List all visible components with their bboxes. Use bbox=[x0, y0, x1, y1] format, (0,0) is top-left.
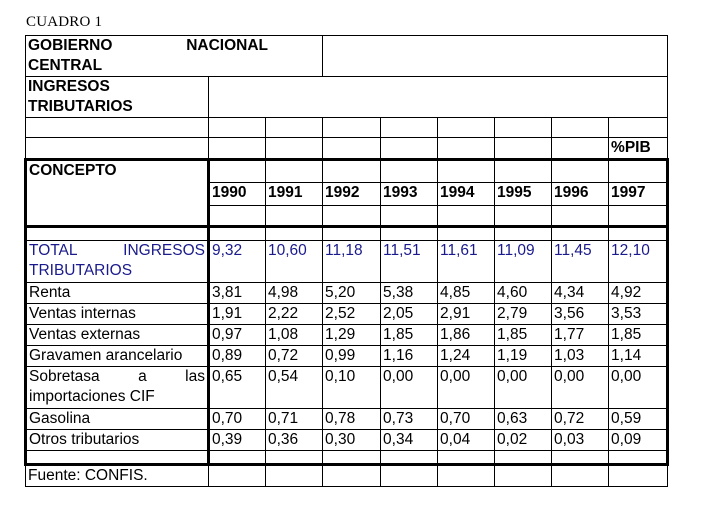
row-value: 2,79 bbox=[495, 304, 552, 325]
row-value: 0,70 bbox=[209, 409, 266, 430]
table-caption: CUADRO 1 bbox=[26, 14, 103, 30]
row-label: Gravamen arancelario bbox=[26, 346, 209, 367]
row-value: 0,39 bbox=[209, 430, 266, 451]
sobretasa-value: 0,00 bbox=[552, 367, 609, 409]
row-value: 1,77 bbox=[552, 325, 609, 346]
row-value: 0,03 bbox=[552, 430, 609, 451]
row-value: 4,85 bbox=[438, 283, 495, 304]
row-value: 0,78 bbox=[323, 409, 381, 430]
total-value: 12,10 bbox=[609, 241, 668, 283]
row-value: 5,20 bbox=[323, 283, 381, 304]
row-value: 0,99 bbox=[323, 346, 381, 367]
row-value: 4,60 bbox=[495, 283, 552, 304]
row-value: 1,19 bbox=[495, 346, 552, 367]
year-header: 1995 bbox=[495, 183, 552, 206]
row-value: 3,53 bbox=[609, 304, 668, 325]
total-value: 11,18 bbox=[323, 241, 381, 283]
year-header: 1993 bbox=[381, 183, 438, 206]
sobretasa-value: 0,00 bbox=[609, 367, 668, 409]
year-header: 1996 bbox=[552, 183, 609, 206]
row-label: Ventas internas bbox=[26, 304, 209, 325]
total-value: 10,60 bbox=[266, 241, 323, 283]
header-government: GOBIERNO NACIONAL CENTRAL bbox=[26, 36, 323, 77]
year-header: 1990 bbox=[209, 183, 266, 206]
row-value: 0,04 bbox=[438, 430, 495, 451]
table-row bbox=[26, 283, 668, 304]
table-row bbox=[26, 409, 668, 430]
row-value: 0,73 bbox=[381, 409, 438, 430]
row-value: 5,38 bbox=[381, 283, 438, 304]
sobretasa-label: Sobretasa a las importaciones CIF bbox=[26, 367, 209, 409]
row-value: 0,36 bbox=[266, 430, 323, 451]
year-header: 1997 bbox=[609, 183, 668, 206]
row-value: 1,14 bbox=[609, 346, 668, 367]
row-value: 2,22 bbox=[266, 304, 323, 325]
row-value: 1,29 bbox=[323, 325, 381, 346]
row-value: 1,85 bbox=[495, 325, 552, 346]
sobretasa-value: 0,54 bbox=[266, 367, 323, 409]
table-row bbox=[26, 430, 668, 451]
row-value: 0,59 bbox=[609, 409, 668, 430]
sobretasa-value: 0,65 bbox=[209, 367, 266, 409]
year-header: 1994 bbox=[438, 183, 495, 206]
row-label: Ventas externas bbox=[26, 325, 209, 346]
row-value: 0,30 bbox=[323, 430, 381, 451]
table-row bbox=[26, 346, 668, 367]
sobretasa-value: 0,10 bbox=[323, 367, 381, 409]
row-value: 0,63 bbox=[495, 409, 552, 430]
row-value: 0,02 bbox=[495, 430, 552, 451]
row-value: 0,89 bbox=[209, 346, 266, 367]
row-value: 4,34 bbox=[552, 283, 609, 304]
total-value: 11,51 bbox=[381, 241, 438, 283]
row-value: 4,92 bbox=[609, 283, 668, 304]
total-value: 11,09 bbox=[495, 241, 552, 283]
row-value: 0,72 bbox=[552, 409, 609, 430]
row-value: 1,86 bbox=[438, 325, 495, 346]
unit-label: %PIB bbox=[609, 138, 668, 160]
sobretasa-value: 0,00 bbox=[495, 367, 552, 409]
row-value: 1,85 bbox=[381, 325, 438, 346]
total-value: 11,45 bbox=[552, 241, 609, 283]
row-value: 0,97 bbox=[209, 325, 266, 346]
row-value: 0,70 bbox=[438, 409, 495, 430]
concept-header: CONCEPTO bbox=[26, 160, 209, 227]
row-value: 1,16 bbox=[381, 346, 438, 367]
table-row bbox=[26, 304, 668, 325]
header-tax-revenue: INGRESOS TRIBUTARIOS bbox=[26, 77, 209, 118]
row-value: 3,56 bbox=[552, 304, 609, 325]
row-label: Otros tributarios bbox=[26, 430, 209, 451]
row-value: 1,03 bbox=[552, 346, 609, 367]
row-value: 3,81 bbox=[209, 283, 266, 304]
row-value: 2,05 bbox=[381, 304, 438, 325]
row-value: 0,72 bbox=[266, 346, 323, 367]
row-value: 2,52 bbox=[323, 304, 381, 325]
row-value: 1,08 bbox=[266, 325, 323, 346]
year-header: 1992 bbox=[323, 183, 381, 206]
revenue-table bbox=[24, 35, 669, 487]
sobretasa-value: 0,00 bbox=[381, 367, 438, 409]
row-value: 1,85 bbox=[609, 325, 668, 346]
source-note: Fuente: CONFIS. bbox=[26, 465, 209, 487]
row-value: 0,09 bbox=[609, 430, 668, 451]
row-value: 4,98 bbox=[266, 283, 323, 304]
row-value: 1,91 bbox=[209, 304, 266, 325]
year-header: 1991 bbox=[266, 183, 323, 206]
total-row bbox=[26, 241, 668, 283]
sobretasa-value: 0,00 bbox=[438, 367, 495, 409]
total-label: TOTAL INGRESOS TRIBUTARIOS bbox=[26, 241, 209, 283]
row-value: 0,71 bbox=[266, 409, 323, 430]
row-value: 2,91 bbox=[438, 304, 495, 325]
row-label: Gasolina bbox=[26, 409, 209, 430]
total-value: 9,32 bbox=[209, 241, 266, 283]
sobretasa-row bbox=[26, 367, 668, 409]
total-value: 11,61 bbox=[438, 241, 495, 283]
row-label: Renta bbox=[26, 283, 209, 304]
row-value: 1,24 bbox=[438, 346, 495, 367]
table-row bbox=[26, 325, 668, 346]
row-value: 0,34 bbox=[381, 430, 438, 451]
